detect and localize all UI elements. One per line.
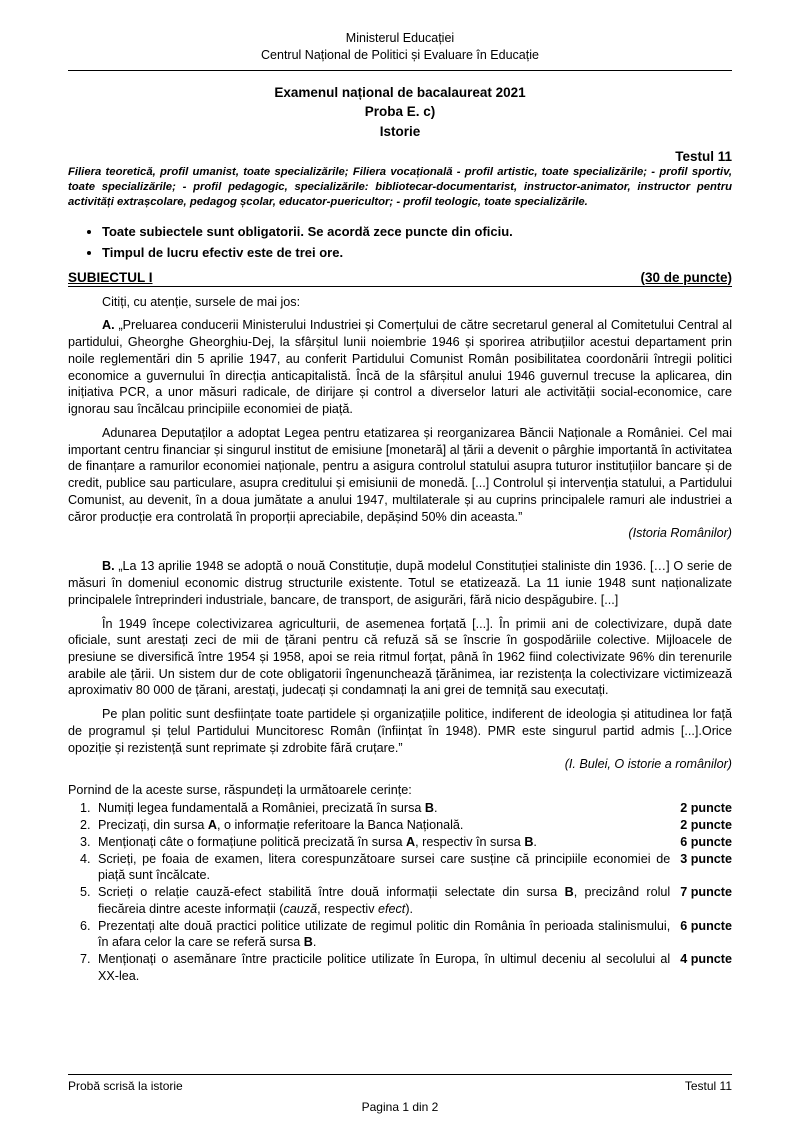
task-text: 5. Scrieți o relație cauză-efect stabilită între două informații selectate din sursa B, precizând rolul fiecăreia dintre aceste informații (cauză, respectiv efect).	[98, 885, 671, 916]
page-header	[68, 30, 732, 64]
task-text: 3. Menționați câte o formațiune politică precizată în sursa A, respectiv în sursa B.	[98, 834, 537, 849]
ministry-line: Ministerul Educației	[345, 31, 455, 45]
task-text: 4. Scrieți, pe foaia de examen, litera corespunzătoare sursei care susține că principiile economiei de piață sunt încălcate.	[98, 851, 671, 883]
source-a-text-1: „Preluarea conducerii Ministerului Industriei și Comerțului de către secretarul general al Comitetului Central al partidului, Gheorghe Gheorghiu-Dej, la sfârșitul lunii noiembrie 1946 și sporirea atribuțiilor acestui departament prin noile reglementări din 5 aprilie 1947, au conferit Partidului Comunist Român posibilitatea coordonării întregii politici economice a guvernului în direcția anticapitalistă. Încă de la sfârșitul anului 1946 guvernul trecuse la aplicarea, din inițiativa PCR, a unor măsuri radicale, de dirijare și control a diverselor laturi ale activității social-economice, care ignorau sau încălcau principiile economiei de piață.	[68, 318, 732, 417]
source-b-attribution: (I. Bulei, O istorie a românilor)	[564, 757, 732, 772]
footer-divider	[68, 1074, 732, 1075]
exam-title: Examenul național de bacalaureat 2021	[274, 84, 526, 100]
footer-left: Probă scrisă la istorie	[68, 1079, 183, 1093]
tasks-intro: Pornind de la aceste surse, răspundeți la următoarele cerințe:	[68, 783, 412, 798]
source-b-marker: B.	[102, 559, 115, 574]
task-item	[94, 951, 732, 984]
instruction-item: • Timpul de lucru efectiv este de trei ore.	[102, 243, 732, 264]
filiera-text: Filiera teoretică, profil umanist, toate specializările; Filiera vocațională - profil artistic, toate specializările; - profil sportiv, toate specializările; - profil pedagogic, specializările: bibliotecar-documentarist, instructor-animator, instructor pentru activități extrașcolare, pedagog școlar, educator-puericultor; - profil teologic, toate specializările.	[68, 166, 732, 209]
source-b-paragraph-3: Pe plan politic sunt desființate toate partidele și organizațiile politice, indiferent de ideologia și atitudinea lor față de programul și țelul Partidului Muncitoresc Român (înființat în 1948). PMR este singurul partid admis [...].Orice opoziție și rezistență sunt reprimate și zdrobite fără cruțare.”	[68, 707, 732, 755]
subject-heading	[68, 270, 732, 287]
instructions-list	[68, 222, 732, 264]
task-text: 2. Precizați, din sursa A, o informație referitoare la Banca Națională.	[98, 818, 464, 833]
source-a-attribution: (Istoria Românilor)	[628, 526, 732, 541]
center-line: Centrul Național de Politici și Evaluare în Educație	[261, 47, 539, 62]
exam-title-block	[68, 83, 732, 142]
task-points: 6 puncte	[680, 918, 732, 933]
source-b-paragraph-2: În 1949 începe colectivizarea agriculturii, de asemenea forțată [...]. În primii ani de colectivizare, după date oficiale, sunt arestați zeci de mii de țărani pentru că refuză să se înscrie în gospodăriile colective. Mijloacele de presiune se diversifică între 1954 și 1958, apoi se reia ritmul forțat, până în 1962 fiind colectivizate 96% din terenurile arabile ale țării. Un sistem dur de cote obligatorii îngenunchează țărănimea, iar rezistența la colectivizare victimizează aproximativ 80 000 de țărani, arestați, judecați și condamnați la ani grei de temniță sau executați.	[68, 616, 732, 698]
task-text: 7. Menționați o asemănare între practicile politice utilizate în Europa, în ultimul deceniu al secolului al XX-lea.	[98, 951, 671, 983]
instruction-item: • Toate subiectele sunt obligatorii. Se acordă zece puncte din oficiu.	[102, 222, 732, 243]
page-footer	[68, 1074, 732, 1114]
header-divider	[68, 70, 732, 71]
task-item	[94, 851, 732, 884]
footer-right: Testul 11	[684, 1079, 732, 1093]
subject-points: (30 de puncte)	[640, 269, 732, 285]
task-points: 4 puncte	[680, 951, 732, 966]
source-b-paragraph-1	[68, 558, 732, 608]
task-points: 3 puncte	[680, 851, 732, 866]
task-text: 1. Numiți legea fundamentală a României, precizată în sursa B.	[98, 801, 438, 816]
task-item	[94, 800, 732, 817]
task-item	[94, 817, 732, 834]
source-gap	[68, 540, 732, 551]
source-a-paragraph-1	[68, 317, 732, 417]
task-points: 2 puncte	[680, 801, 732, 816]
source-a-marker: A.	[102, 318, 115, 333]
task-item	[94, 834, 732, 851]
task-points: 7 puncte	[680, 885, 732, 900]
task-points: 6 puncte	[680, 834, 732, 849]
footer-page-number: Pagina 1 din 2	[361, 1100, 439, 1114]
exam-proba: Proba E. c)	[364, 104, 436, 120]
exam-subject: Istorie	[379, 123, 421, 139]
subject-label: SUBIECTUL I	[68, 269, 153, 285]
task-item	[94, 884, 732, 917]
task-points: 2 puncte	[680, 818, 732, 833]
task-text: 6. Prezentați alte două practici politice utilizate de regimul politic din România în perioada stalinismului, în afara celor la care se referă sursa B.	[98, 918, 671, 950]
test-number: Testul 11	[675, 149, 732, 165]
tasks-list	[68, 800, 732, 984]
source-b-text-1: „La 13 aprilie 1948 se adoptă o nouă Constituție, după modelul Constituției staliniste din 1936. […] O serie de măsuri în domeniul economic distrug structurile existente. Totul se etatizează. La 11 iunie 1948 sunt naționalizate principalele întreprinderi industriale, bancare, de transport, de asigurări, fără nicio despăgubire. [...]	[68, 559, 733, 607]
sources-intro: Citiți, cu atenție, sursele de mai jos:	[102, 294, 301, 309]
task-item	[94, 918, 732, 951]
source-a-paragraph-2: Adunarea Deputaților a adoptat Legea pentru etatizarea și reorganizarea Băncii Naționale a României. Cel mai important centru financiar și singurul institut de emisiune [monetară] al țării a devenit o pârghie importantă în activitatea de finanțare a ramurilor economiei naționale, pentru a asigura controlul statului asupra tuturor instituțiilor bancare și de credit, publice sau particulare, asupra creditului și emisiunii de monedă. [...] Controlul și intervenția statului, a Partidului Comunist, au devenit, în a doua jumătate a anului 1947, multilaterale și au cuprins principalele ramuri ale industriei a căror producție era controlată în proporții apreciabile, depășind 50% din aceasta.”	[68, 425, 732, 524]
